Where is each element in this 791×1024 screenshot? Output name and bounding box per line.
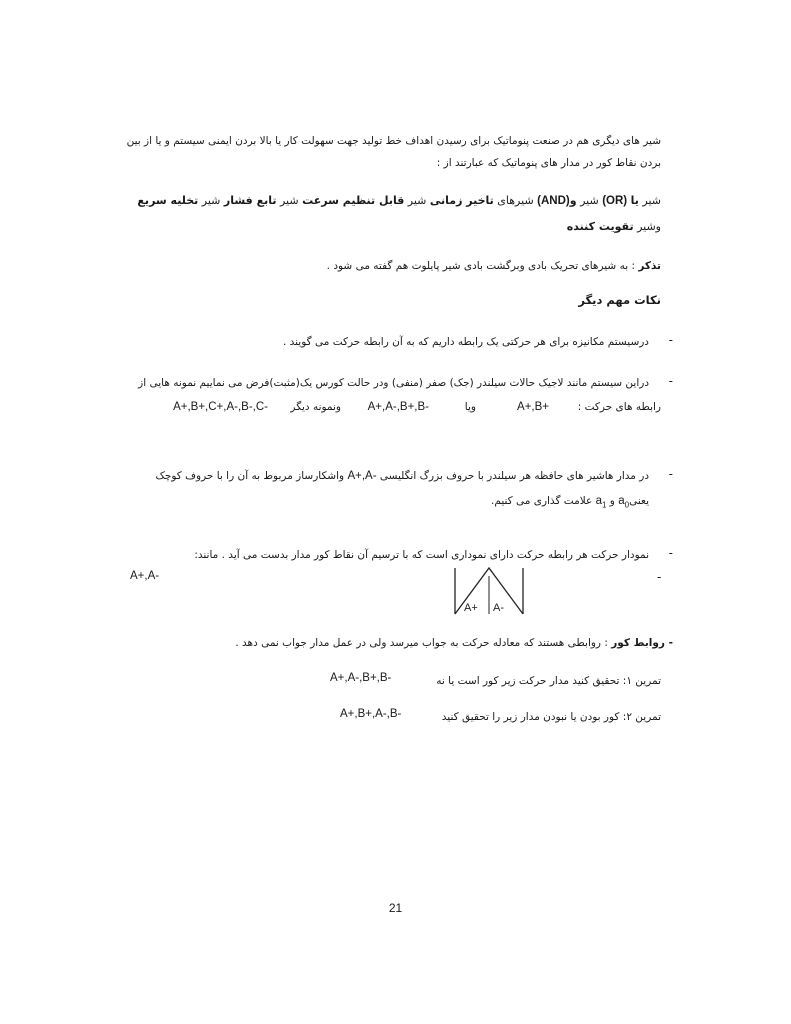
a1-letter: a <box>595 495 602 507</box>
word: شیرهای <box>497 194 534 207</box>
b3-text-end: علامت گذاری می کنیم. <box>491 495 593 507</box>
bullet-2-line-1: دراین سیستم مانند لاجیک حالات سیلندر (جک) صفر (منفی) ودر حالت کورس یک(مثبت)فرض می نماییم نمونه هایی از <box>138 377 649 389</box>
bullet-4-line-1: نمودار حرکت هر رابطه حرکت دارای نموداری است که با ترسیم آن نقاط کور مدار بدست می آید . مانند: <box>194 549 649 561</box>
example-2: A+,A-,B+,B- <box>367 401 429 413</box>
note-label: تذکر <box>638 260 661 272</box>
word: شیر <box>642 194 661 207</box>
diagram-label-aminus: A- <box>493 602 504 614</box>
amplifier-valve: تقویت کننده <box>566 220 634 233</box>
bullet-4-code: A+,A- <box>130 570 160 582</box>
note-text: : به شیرهای تحریک بادی وبرگشت بادی شیر پایلوت هم گفته می شود . <box>326 260 635 272</box>
example-3: A+,B+,C+,A-,B-,C- <box>173 401 268 413</box>
b3-yani: یعنی <box>629 495 649 507</box>
or-label: یا <box>630 194 639 207</box>
delay-valve: تاخیر زمانی <box>429 194 494 207</box>
b3-and: و <box>609 495 615 507</box>
bullet-2-line-2 <box>121 396 661 418</box>
exercise-1-text: تمرین ۱: تحقیق کنید مدار حرکت زیر کور است یا نه <box>436 675 661 687</box>
bullet-dash: - <box>668 467 673 481</box>
or-code: (OR) <box>602 195 628 207</box>
bullet-1: درسیستم مکانیزه برای هر حرکتی یک رابطه داریم که به آن رابطه حرکت می گویند . <box>282 336 649 348</box>
bullet-dash: - <box>657 570 662 584</box>
exercise-2-text: تمرین ۲: کور بودن یا نبودن مدار زیر را تحقیق کنید <box>441 711 661 723</box>
motion-diagram <box>446 564 532 624</box>
intro-line-2: بردن نقاط کور در مدار های پنوماتیک که عبارتند از : <box>436 157 661 169</box>
and-label: و <box>569 194 577 207</box>
word: شیر <box>279 194 299 207</box>
pressure-valve: تابع فشار <box>223 194 277 207</box>
and-code: (AND) <box>537 195 570 207</box>
bullet-3-line-1 <box>109 465 649 487</box>
diagram-label-aplus: A+ <box>464 602 478 614</box>
dead-relations-label: - روابط کور <box>611 637 673 649</box>
dead-relations-text: : روابطی هستند که معادله حرکت به جواب میرسد ولی در عمل مدار جواب نمی دهد . <box>235 637 608 649</box>
example-1: A+,B+ <box>517 401 549 413</box>
a0-subscript: 0 <box>624 500 630 510</box>
b3-code: A+,A- <box>347 470 377 482</box>
word: شیر <box>201 194 221 207</box>
motion-relations-label: رابطه های حرکت : <box>577 401 661 413</box>
other-example-word: ونمونه دیگر <box>290 401 341 413</box>
bullet-dash: - <box>668 333 673 347</box>
word: شیر <box>407 194 427 207</box>
a0-symbol <box>618 495 630 510</box>
exhaust-valve: تخلیه سریع <box>137 194 199 207</box>
dead-relations-paragraph <box>128 632 673 654</box>
a1-symbol <box>595 495 607 510</box>
word: وشیر <box>637 220 661 233</box>
or-word: ویا <box>464 401 476 413</box>
exercise-2-code: A+,B+,A-,B- <box>340 708 402 720</box>
intro-line-1: شیر های دیگری هم در صنعت پنوماتیک برای رسیدن اهداف خط تولید جهت سهولت کار یا بالا بردن ایمنی سیستم و یا از بین <box>126 135 661 147</box>
valves-paragraph <box>126 188 661 240</box>
exercise-1-code: A+,A-,B+,B- <box>330 672 392 684</box>
speed-valve: قابل تنظیم سرعت <box>302 194 405 207</box>
bullet-dash: - <box>668 374 673 388</box>
a0-letter: a <box>618 495 625 507</box>
word: شیر <box>580 194 599 207</box>
bullet-dash: - <box>668 546 673 560</box>
note-paragraph <box>126 255 661 277</box>
b3-text-a: در مدار هاشیر های حافظه هر سیلندر با حروف بزرگ انگلیسی <box>379 470 649 482</box>
b3-text-b: واشکارساز مربوط به آن را با حروف کوچک <box>155 470 345 482</box>
page-number: 21 <box>388 901 403 915</box>
section-heading: نکات مهم دیگر <box>578 293 661 307</box>
bullet-3-line-2 <box>109 490 649 516</box>
intro-paragraph <box>126 130 661 174</box>
a1-subscript: 1 <box>602 500 607 510</box>
